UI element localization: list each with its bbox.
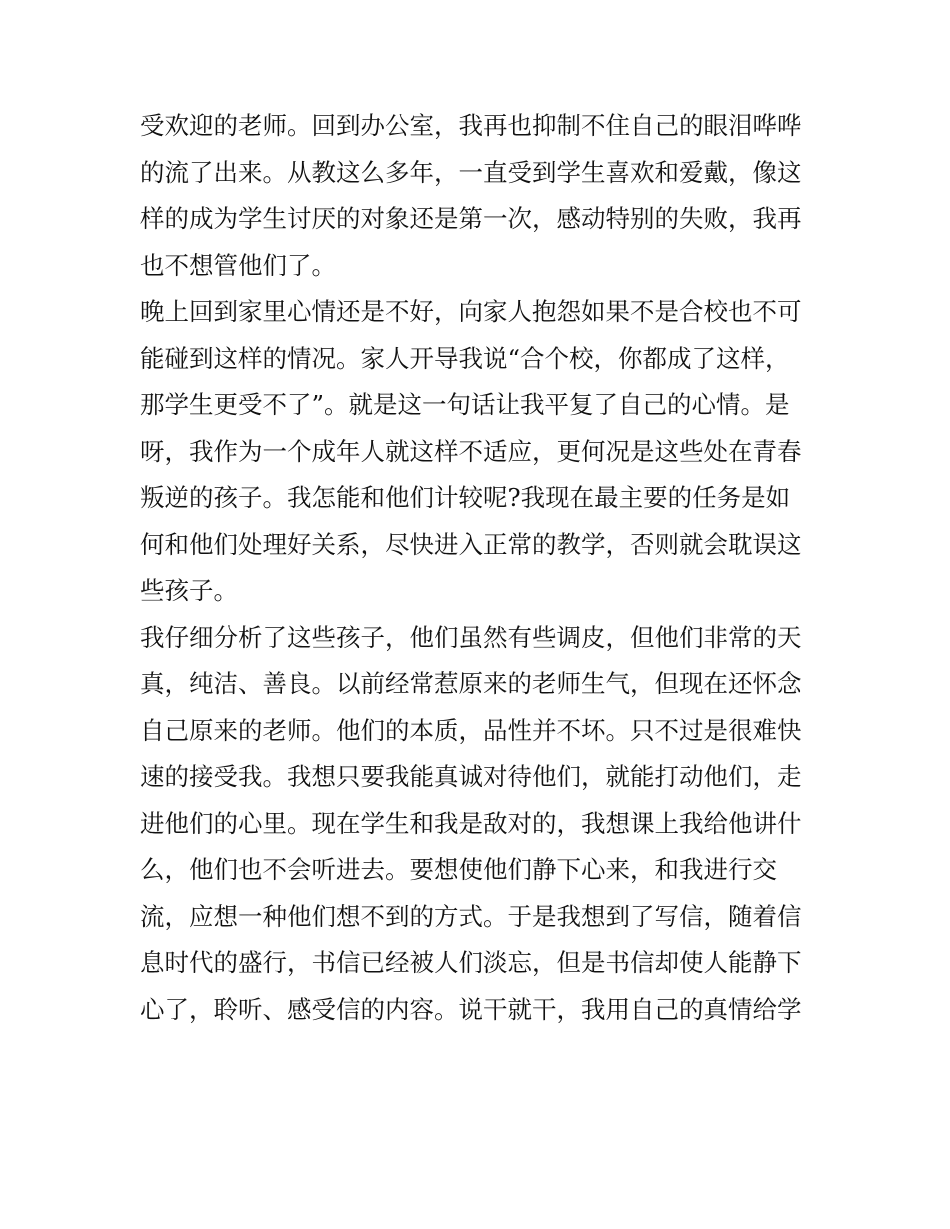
- text-line-8: 呀，我作为一个成年人就这样不适应，更何况是这些处在青春: [140, 436, 802, 466]
- text-line-6: 能碰到这样的情况。家人开导我说“合个校，你都成了这样，: [140, 343, 790, 373]
- text-line-10: 何和他们处理好关系，尽快进入正常的教学，否则就会耽误这: [140, 529, 802, 559]
- text-line-18: 流，应想一种他们想不到的方式。于是我想到了写信，随着信: [140, 901, 802, 931]
- text-line-20: 心了，聆听、感受信的内容。说干就干，我用自己的真情给学: [140, 994, 802, 1024]
- text-line-3: 样的成为学生讨厌的对象还是第一次，感动特别的失败，我再: [140, 204, 802, 233]
- text-line-1: 受欢迎的老师。回到办公室，我再也抑制不住自己的眼泪哗哗: [140, 111, 802, 140]
- text-line-5: 晚上回到家里心情还是不好，向家人抱怨如果不是合校也不可: [140, 297, 802, 326]
- text-line-19: 息时代的盛行，书信已经被人们淡忘，但是书信却使人能静下: [140, 948, 802, 977]
- text-line-13: 真，纯洁、善良。以前经常惹原来的老师生气，但现在还怀念: [140, 669, 802, 698]
- text-line-16: 进他们的心里。现在学生和我是敌对的，我想课上我给他讲什: [140, 808, 802, 838]
- text-line-9: 叛逆的孩子。我怎能和他们计较呢?我现在最主要的任务是如: [140, 483, 791, 512]
- text-line-14: 自己原来的老师。他们的本质，品性并不坏。只不过是很难快: [140, 715, 802, 745]
- text-line-11: 些孩子。: [140, 576, 238, 605]
- text-line-2: 的流了出来。从教这么多年，一直受到学生喜欢和爱戴，像这: [140, 157, 802, 187]
- text-line-17: 么，他们也不会听进去。要想使他们静下心来，和我进行交: [140, 855, 777, 884]
- text-line-4: 也不想管他们了。: [140, 250, 336, 280]
- text-line-7: 那学生更受不了”。就是这一句话让我平复了自己的心情。是: [140, 390, 790, 419]
- text-line-15: 速的接受我。我想只要我能真诚对待他们，就能打动他们，走: [140, 762, 802, 791]
- text-line-12: 我仔细分析了这些孩子，他们虽然有些调皮，但他们非常的天: [140, 622, 802, 652]
- body-text: [140, 103, 820, 1033]
